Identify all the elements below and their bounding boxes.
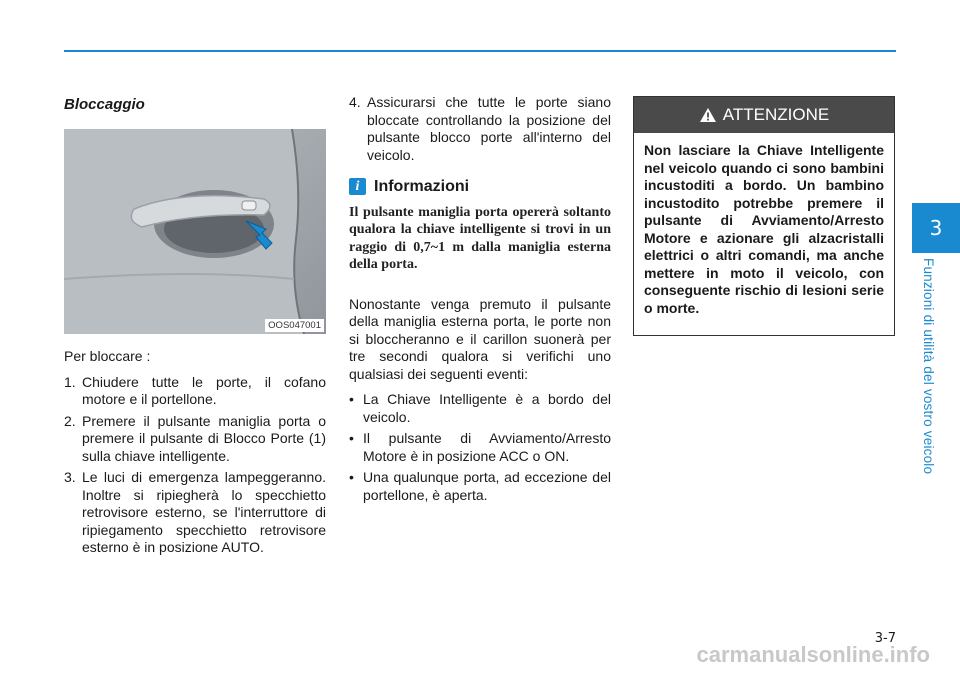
bullet-icon: • [349, 391, 354, 407]
events-paragraph: Nonostante venga premuto il pulsante della maniglia esterna porta, le porte non si bloccheranno e il carillon suonerà per tre secondi qualora si verifichi uno qualsiasi dei seguenti eventi: [349, 295, 611, 382]
intro-text: Per bloccare : [64, 348, 151, 364]
door-handle-figure [64, 129, 326, 334]
bullet-text: Il pulsante di Avviamento/Arresto Motore è in posizione ACC o ON. [363, 430, 611, 464]
step-number: 2. [64, 412, 76, 429]
step-number: 4. [349, 94, 361, 110]
step-text: Premere il pulsante maniglia porta o premere il pulsante di Blocco Porte (1) sulla chiave intelligente. [82, 412, 326, 464]
page-number: 3-7 [874, 631, 896, 646]
info-icon: i [349, 178, 366, 195]
list-item [64, 413, 326, 466]
top-rule [64, 50, 896, 52]
warning-triangle-icon [699, 107, 717, 123]
steps-list-continued [349, 94, 611, 164]
step-text: Assicurarsi che tutte le porte siano bloccate controllando la posizione del pulsante blocco porte all'interno del veicolo. [367, 94, 611, 163]
column-middle [349, 94, 611, 508]
bullet-icon: • [349, 469, 354, 485]
list-item [349, 391, 611, 426]
step-text: Chiudere tutte le porte, il cofano motore e il portellone. [82, 373, 326, 407]
info-header [349, 178, 611, 196]
list-item [349, 469, 611, 504]
warning-text: Non lasciare la Chiave Intelligente nel veicolo quando ci sono bambini incustoditi a bordo. Un bambino incustodito potrebbe premere il pulsante di Avviamento/Arresto Motore e azionare gli alzacristalli elettrici o altri comandi, ma anche mettere in moto il veicolo, con conseguente rischio di lesioni serie o morte. [644, 142, 884, 316]
events-list [349, 391, 611, 504]
bullet-icon: • [349, 430, 354, 446]
step-number: 1. [64, 373, 76, 390]
list-item [349, 94, 611, 164]
list-item [349, 430, 611, 465]
section-heading: Bloccaggio [64, 96, 145, 113]
chapter-title: Funzioni di utilità del vostro veicolo [921, 258, 936, 475]
watermark: carmanualsonline.info [696, 642, 930, 667]
steps-list [64, 374, 326, 557]
bullet-text: Una qualunque porta, ad eccezione del portellone, è aperta. [363, 469, 611, 503]
step-number: 3. [64, 469, 76, 485]
lock-button [242, 201, 256, 210]
bullet-text: La Chiave Intelligente è a bordo del veicolo. [363, 391, 611, 425]
column-left [64, 90, 326, 561]
warning-header [634, 97, 894, 133]
list-item [64, 469, 326, 557]
warning-box [633, 96, 895, 336]
figure-code: OOS047001 [265, 319, 324, 332]
list-item [64, 374, 326, 409]
door-handle-illustration [64, 129, 326, 334]
step-text: Le luci di emergenza lampeggeranno. Inoltre si ripiegherà lo specchietto retrovisore esterno, se l'interruttore di ripiegamento specchietto retrovisore esterno è in posizione AUTO. [82, 469, 326, 555]
warning-title: ATTENZIONE [722, 105, 830, 124]
info-text: Il pulsante maniglia porta opererà soltanto qualora la chiave intelligente si trovi in un raggio di 0,7~1 m dalla maniglia esterna della porta. [349, 204, 611, 272]
section-tab: 3 [912, 203, 960, 253]
info-title: Informazioni [374, 178, 470, 195]
